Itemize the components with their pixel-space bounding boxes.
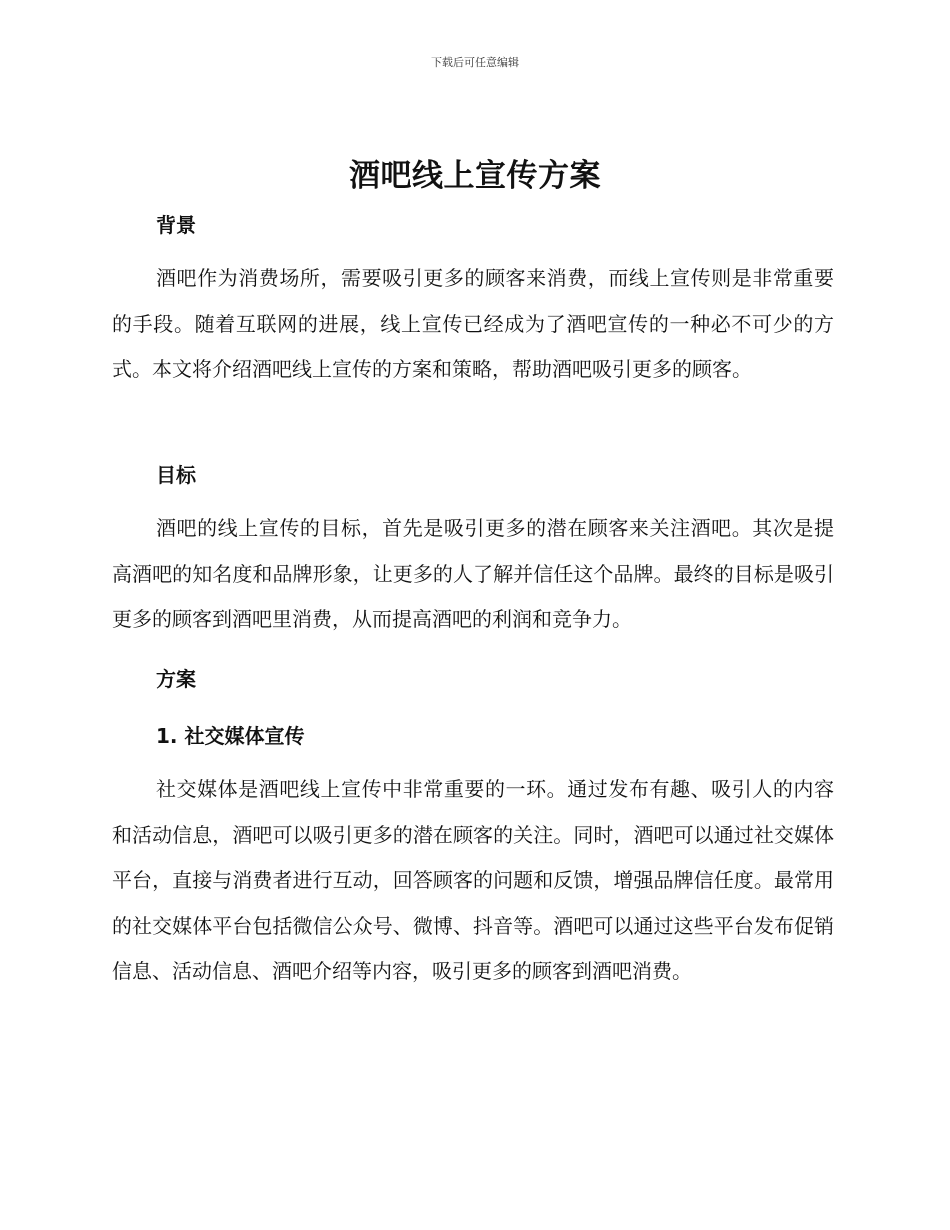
paragraph-background: 酒吧作为消费场所，需要吸引更多的顾客来消费，而线上宣传则是非常重要的手段。随着互联网的进展，线上宣传已经成为了酒吧宣传的一种必不可少的方式。本文将介绍酒吧线上宣传的方案和策略，帮助酒吧吸引更多的顾客。 (112, 266, 834, 381)
section-heading-goal: 目标 (156, 463, 196, 487)
paragraph-social-media: 社交媒体是酒吧线上宣传中非常重要的一环。通过发布有趣、吸引人的内容和活动信息，酒吧可以吸引更多的潜在顾客的关注。同时，酒吧可以通过社交媒体平台，直接与消费者进行互动，回答顾客的问题和反馈，增强品牌信任度。最常用的社交媒体平台包括微信公众号、微博、抖音等。酒吧可以通过这些平台发布促销信息、活动信息、酒吧介绍等内容，吸引更多的顾客到酒吧消费。 (112, 777, 834, 983)
section-heading-plan: 方案 (156, 667, 196, 691)
section-heading-background: 背景 (156, 213, 196, 237)
header-note: 下载后可任意编辑 (431, 56, 519, 69)
paragraph-goal: 酒吧的线上宣传的目标，首先是吸引更多的潜在顾客来关注酒吧。其次是提高酒吧的知名度和品牌形象，让更多的人了解并信任这个品牌。最终的目标是吸引更多的顾客到酒吧里消费，从而提高酒吧的利润和竞争力。 (112, 516, 834, 631)
subsection-heading-social-media: 1. 社交媒体宣传 (156, 724, 305, 748)
document-title: 酒吧线上宣传方案 (349, 158, 601, 194)
